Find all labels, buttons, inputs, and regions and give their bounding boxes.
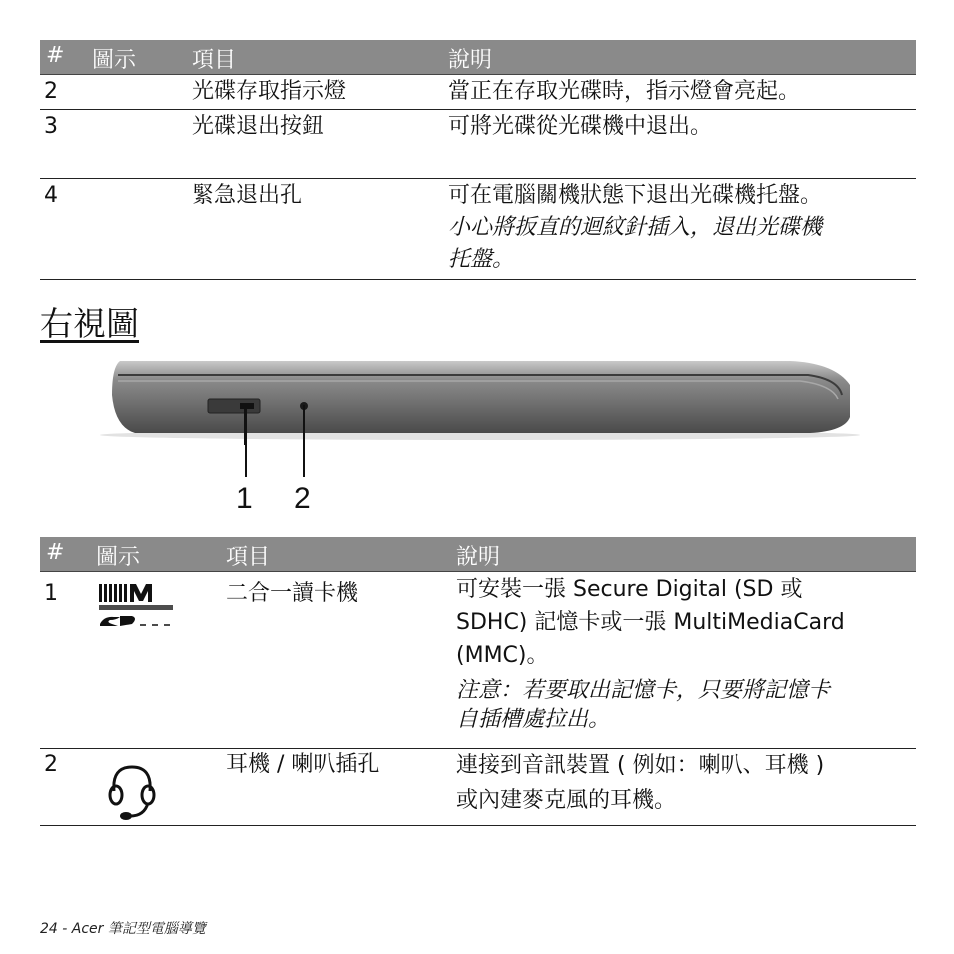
table-optical-drive xyxy=(40,40,916,280)
row-num: 3 xyxy=(44,114,58,139)
table-row xyxy=(40,749,916,826)
row-desc: 當正在存取光碟時，指示燈會亮起。 xyxy=(448,79,801,104)
row-desc: 可在電腦關機狀態下退出光碟機托盤。 xyxy=(448,183,823,208)
header-num: # xyxy=(46,540,65,565)
headset-icon xyxy=(104,761,160,821)
row-item: 緊急退出孔 xyxy=(192,183,303,208)
table-right-side-ports xyxy=(40,537,916,826)
card-reader-icon xyxy=(98,582,174,630)
row-note: 注意：若要取出記憶卡，只要將記憶卡 xyxy=(456,678,831,703)
callout-2: 2 xyxy=(294,482,311,515)
table-row xyxy=(40,179,916,280)
row-desc: 連接到音訊裝置 ( 例如：喇叭、耳機 ) xyxy=(456,753,825,778)
section-title: 右視圖 xyxy=(40,304,139,343)
header-num: # xyxy=(46,43,65,68)
row-note: 小心將扳直的迴紋針插入，退出光碟機 xyxy=(448,215,823,240)
row-num: 1 xyxy=(44,581,58,606)
table-row xyxy=(40,572,916,749)
row-desc: 或內建麥克風的耳機。 xyxy=(456,788,677,813)
header-desc: 說明 xyxy=(456,545,501,570)
page-footer: 24 - Acer 筆記型電腦導覽 xyxy=(40,921,206,937)
header-desc: 說明 xyxy=(448,48,493,73)
row-item: 光碟存取指示燈 xyxy=(192,79,347,104)
table-header xyxy=(40,40,916,75)
header-icon: 圖示 xyxy=(92,48,137,73)
row-item: 耳機 / 喇叭插孔 xyxy=(226,752,380,777)
row-desc: 可安裝一張 Secure Digital (SD 或 xyxy=(456,577,803,602)
header-item: 項目 xyxy=(226,545,271,570)
row-num: 2 xyxy=(44,752,58,777)
row-note: 托盤。 xyxy=(448,247,515,272)
row-num: 2 xyxy=(44,79,58,104)
row-desc: SDHC) 記憶卡或一張 MultiMediaCard xyxy=(456,610,845,635)
row-item: 光碟退出按鈕 xyxy=(192,114,325,139)
row-desc: 可將光碟從光碟機中退出。 xyxy=(448,114,713,139)
table-row xyxy=(40,75,916,110)
callout-1: 1 xyxy=(236,482,253,515)
table-row xyxy=(40,110,916,179)
header-icon: 圖示 xyxy=(96,545,141,570)
header-item: 項目 xyxy=(192,48,237,73)
row-item: 二合一讀卡機 xyxy=(226,581,359,606)
row-num: 4 xyxy=(44,183,58,208)
table-header xyxy=(40,537,916,572)
row-desc: (MMC)。 xyxy=(456,643,549,668)
row-note: 自插槽處拉出。 xyxy=(456,707,611,732)
laptop-right-side-illustration xyxy=(90,355,870,445)
